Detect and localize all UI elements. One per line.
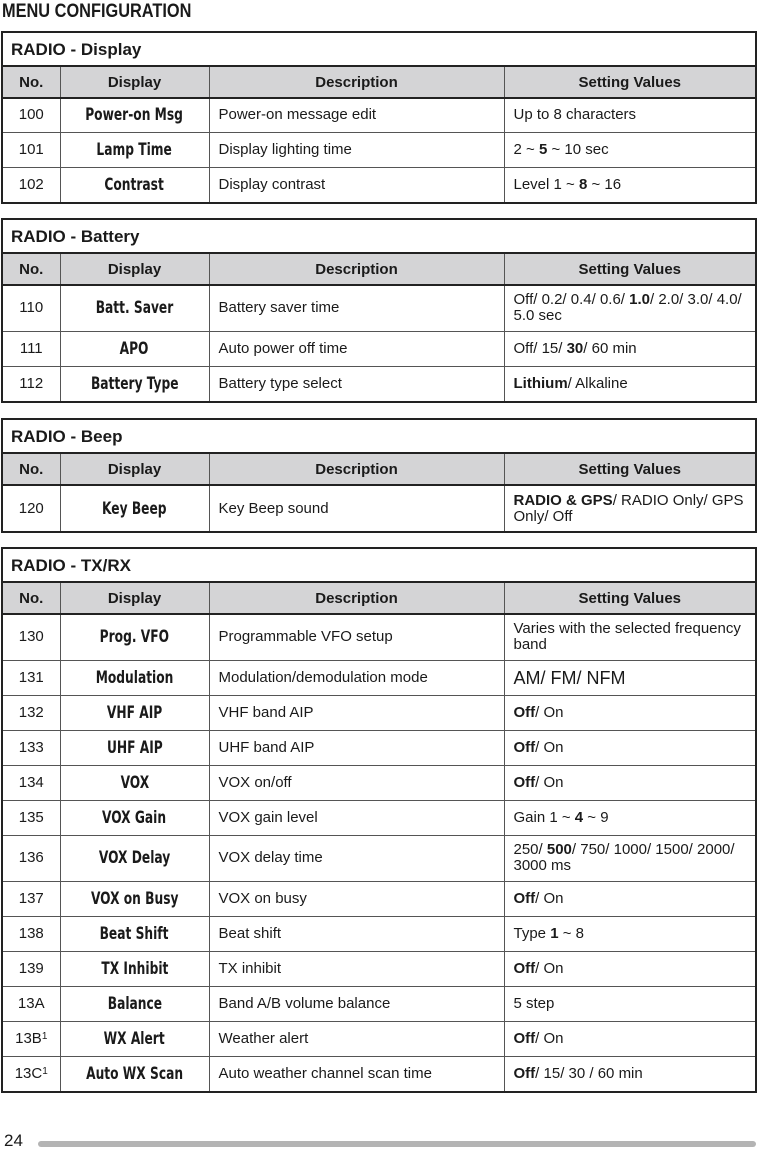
menu-number-text: 132 — [18, 703, 44, 721]
column-header-description: Description — [209, 67, 504, 98]
description: Key Beep sound — [209, 485, 504, 531]
display-label — [60, 1021, 209, 1056]
menu-number — [3, 98, 60, 132]
header-row — [3, 583, 755, 614]
menu-number-text: 135 — [18, 808, 44, 826]
default-value: 8 — [578, 175, 588, 193]
menu-table — [3, 583, 755, 1091]
table-row — [3, 1021, 755, 1056]
table-row — [3, 1056, 755, 1091]
setting-values — [504, 614, 755, 660]
value-text: / RADIO Only/ GPS Only/ Off — [513, 491, 744, 525]
display-label-text: APO — [120, 338, 149, 359]
description: Auto weather channel scan time — [209, 1056, 504, 1091]
default-value: 1.0 — [629, 291, 650, 309]
display-label — [60, 660, 209, 695]
description: VOX on busy — [209, 881, 504, 916]
default-value: Off — [513, 959, 536, 977]
value-text: 5 step — [513, 994, 555, 1012]
default-value: 1 — [550, 924, 559, 942]
default-value: RADIO & GPS — [513, 491, 613, 509]
value-text: Gain 1 ~ — [513, 808, 575, 826]
column-header-description: Description — [209, 254, 504, 285]
value-text: ~ 16 — [587, 175, 622, 193]
table-row — [3, 951, 755, 986]
value-text: / 60 min — [583, 339, 637, 357]
setting-values — [504, 951, 755, 986]
display-label — [60, 916, 209, 951]
display-label — [60, 485, 209, 531]
description: Auto power off time — [209, 331, 504, 366]
table-row — [3, 285, 755, 331]
display-label-text: VOX — [120, 772, 149, 793]
section-title: RADIO - TX/RX — [3, 549, 755, 583]
page-number: 24 — [4, 1131, 23, 1150]
description: TX inhibit — [209, 951, 504, 986]
menu-number — [3, 695, 60, 730]
menu-number — [3, 485, 60, 531]
default-value: Off — [513, 738, 536, 756]
value-text: Level 1 ~ — [513, 175, 579, 193]
value-text: / On — [535, 773, 564, 791]
menu-number — [3, 285, 60, 331]
setting-values — [504, 1021, 755, 1056]
display-label-text: VOX on Busy — [90, 888, 179, 909]
column-header-display: Display — [60, 67, 209, 98]
table-row — [3, 660, 755, 695]
menu-number — [3, 765, 60, 800]
display-label — [60, 695, 209, 730]
setting-values — [504, 285, 755, 331]
table-row — [3, 916, 755, 951]
menu-number — [3, 835, 60, 881]
default-value: Off — [513, 773, 536, 791]
table-row — [3, 485, 755, 531]
menu-number-text: 111 — [19, 339, 43, 357]
menu-number-text: 138 — [18, 924, 44, 942]
menu-number-text: 101 — [18, 140, 44, 158]
setting-values — [504, 800, 755, 835]
setting-values — [504, 331, 755, 366]
display-label-text: Modulation — [95, 667, 174, 688]
value-text: ~ 10 sec — [547, 140, 609, 158]
display-label — [60, 881, 209, 916]
table-row — [3, 132, 755, 167]
section-3 — [1, 547, 757, 1093]
default-value: Off — [513, 1029, 536, 1047]
description: Weather alert — [209, 1021, 504, 1056]
table-row — [3, 800, 755, 835]
display-label-text: VOX Gain — [102, 807, 167, 828]
menu-table — [3, 67, 755, 202]
header-row — [3, 254, 755, 285]
display-label-text: VOX Delay — [98, 848, 171, 868]
display-label-text: UHF AIP — [106, 737, 163, 758]
display-label-text: VHF AIP — [106, 702, 163, 723]
value-text: / On — [535, 738, 564, 756]
menu-number — [3, 366, 60, 401]
display-label — [60, 132, 209, 167]
display-label — [60, 765, 209, 800]
value-text: Varies with the selected frequency band — [513, 620, 741, 654]
description: VOX on/off — [209, 765, 504, 800]
menu-number — [3, 132, 60, 167]
footer-divider — [38, 1141, 756, 1147]
value-text: ~ 9 — [583, 808, 609, 826]
column-header-setting-values: Setting Values — [504, 583, 755, 614]
menu-number — [3, 951, 60, 986]
menu-number — [3, 660, 60, 695]
value-text: / On — [535, 959, 564, 977]
menu-number — [3, 167, 60, 202]
display-label — [60, 331, 209, 366]
column-header-no: No. — [3, 583, 60, 614]
section-1 — [1, 218, 757, 403]
default-value: Off — [513, 703, 536, 721]
display-label — [60, 800, 209, 835]
value-text: Off/ 15/ — [513, 339, 567, 357]
display-label — [60, 951, 209, 986]
description: Battery saver time — [209, 285, 504, 331]
default-value: 30 — [566, 339, 584, 357]
display-label-text: Power-on Msg — [85, 105, 184, 126]
display-label-text: Balance — [107, 993, 162, 1014]
setting-values — [504, 835, 755, 881]
default-value: Off — [513, 1064, 536, 1082]
display-label-text: WX Alert — [103, 1028, 166, 1049]
menu-number — [3, 800, 60, 835]
setting-values — [504, 167, 755, 202]
description: Battery type select — [209, 366, 504, 401]
display-label-text: Auto WX Scan — [86, 1063, 183, 1084]
setting-values — [504, 730, 755, 765]
display-label — [60, 835, 209, 881]
display-label — [60, 614, 209, 660]
value-text: / 15/ 30 / 60 min — [535, 1064, 643, 1082]
value-text: ~ 8 — [558, 924, 584, 942]
table-row — [3, 695, 755, 730]
menu-number — [3, 331, 60, 366]
description: VOX delay time — [209, 835, 504, 881]
menu-number-text: 130 — [18, 628, 44, 646]
setting-values — [504, 366, 755, 401]
display-label-text: Battery Type — [90, 373, 179, 394]
header-row — [3, 67, 755, 98]
menu-number-text: 133 — [18, 738, 44, 756]
default-value: Off — [513, 889, 536, 907]
display-label — [60, 730, 209, 765]
setting-values — [504, 986, 755, 1021]
display-label — [60, 1056, 209, 1091]
table-row — [3, 765, 755, 800]
value-text: / 2.0/ 3.0/ 4.0/ 5.0 sec — [513, 291, 742, 325]
value-text: Off/ 0.2/ 0.4/ 0.6/ — [513, 291, 630, 309]
column-header-setting-values: Setting Values — [504, 454, 755, 485]
menu-number — [3, 1021, 60, 1056]
menu-number — [3, 614, 60, 660]
value-text: Up to 8 characters — [513, 106, 637, 124]
section-title: RADIO - Display — [3, 33, 755, 67]
menu-number-text: 13C — [14, 1064, 43, 1082]
footnote-marker: 1 — [41, 1030, 48, 1042]
menu-number — [3, 916, 60, 951]
section-2 — [1, 418, 757, 533]
column-header-display: Display — [60, 583, 209, 614]
table-row — [3, 331, 755, 366]
menu-number — [3, 986, 60, 1021]
menu-number-text: 134 — [18, 773, 44, 791]
table-row — [3, 98, 755, 132]
footnote-marker: 1 — [42, 1065, 48, 1077]
menu-number-text: 139 — [18, 959, 44, 977]
column-header-description: Description — [209, 583, 504, 614]
display-label — [60, 986, 209, 1021]
menu-number-text: 102 — [18, 175, 44, 193]
value-text: Type — [513, 924, 551, 942]
header-row — [3, 454, 755, 485]
menu-number-text: 100 — [18, 106, 44, 124]
menu-number-text: 137 — [18, 889, 44, 907]
display-label-text: Batt. Saver — [95, 298, 174, 319]
column-header-no: No. — [3, 254, 60, 285]
menu-number — [3, 730, 60, 765]
display-label-text: Beat Shift — [100, 923, 169, 944]
display-label — [60, 366, 209, 401]
setting-values — [504, 765, 755, 800]
menu-number-text: 136 — [18, 849, 44, 866]
value-text: 250/ — [513, 841, 547, 858]
setting-values — [504, 660, 755, 695]
description: Band A/B volume balance — [209, 986, 504, 1021]
description: VOX gain level — [209, 800, 504, 835]
setting-values — [504, 695, 755, 730]
display-label — [60, 285, 209, 331]
menu-number-text: 120 — [18, 499, 44, 517]
table-row — [3, 881, 755, 916]
table-row — [3, 366, 755, 401]
menu-number-text: 13A — [17, 994, 45, 1012]
column-header-no: No. — [3, 454, 60, 485]
setting-values — [504, 98, 755, 132]
setting-values — [504, 485, 755, 531]
default-value: Lithium — [513, 374, 568, 392]
description: Display lighting time — [209, 132, 504, 167]
display-label-text: Contrast — [104, 174, 165, 195]
menu-table — [3, 254, 755, 401]
setting-values — [504, 881, 755, 916]
value-text: AM/ FM/ NFM — [513, 667, 626, 688]
setting-values — [504, 132, 755, 167]
value-text: / 750/ 1000/ 1500/ 2000/ 3000 ms — [513, 841, 735, 874]
default-value: 5 — [538, 140, 548, 158]
table-row — [3, 730, 755, 765]
display-label — [60, 98, 209, 132]
display-label-text: TX Inhibit — [100, 958, 168, 979]
default-value: 500 — [546, 841, 572, 858]
menu-number — [3, 1056, 60, 1091]
section-0 — [1, 31, 757, 204]
column-header-no: No. — [3, 67, 60, 98]
value-text: / On — [535, 889, 564, 907]
value-text: / On — [535, 703, 564, 721]
description: UHF band AIP — [209, 730, 504, 765]
column-header-display: Display — [60, 454, 209, 485]
setting-values — [504, 1056, 755, 1091]
menu-table — [3, 454, 755, 531]
display-label-text: Lamp Time — [96, 139, 173, 160]
value-text: / On — [535, 1029, 564, 1047]
description: Display contrast — [209, 167, 504, 202]
table-row — [3, 614, 755, 660]
default-value: 4 — [574, 808, 584, 826]
display-label-text: Prog. VFO — [99, 627, 170, 648]
section-title: RADIO - Beep — [3, 420, 755, 454]
description: Programmable VFO setup — [209, 614, 504, 660]
column-header-description: Description — [209, 454, 504, 485]
value-text: / Alkaline — [567, 374, 628, 392]
column-header-setting-values: Setting Values — [504, 67, 755, 98]
description: Power-on message edit — [209, 98, 504, 132]
description: Beat shift — [209, 916, 504, 951]
display-label-text: Key Beep — [102, 498, 167, 519]
menu-number-text: 131 — [18, 668, 44, 686]
setting-values — [504, 916, 755, 951]
table-row — [3, 835, 755, 881]
table-row — [3, 986, 755, 1021]
table-row — [3, 167, 755, 202]
column-header-display: Display — [60, 254, 209, 285]
menu-number — [3, 881, 60, 916]
page-heading: MENU CONFIGURATION — [2, 1, 192, 22]
menu-number-text: 112 — [19, 374, 44, 392]
display-label — [60, 167, 209, 202]
description: VHF band AIP — [209, 695, 504, 730]
menu-number-text: 110 — [19, 299, 44, 317]
menu-number-text: 13B — [15, 1029, 42, 1047]
column-header-setting-values: Setting Values — [504, 254, 755, 285]
section-title: RADIO - Battery — [3, 220, 755, 254]
description: Modulation/demodulation mode — [209, 660, 504, 695]
value-text: 2 ~ — [513, 140, 539, 158]
